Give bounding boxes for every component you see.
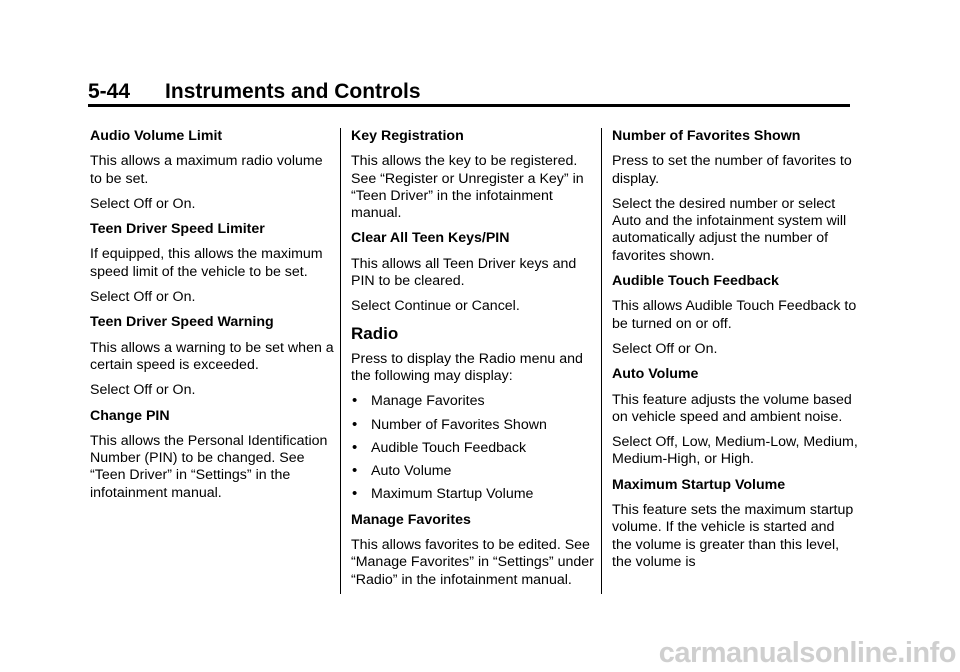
subheading: Audio Volume Limit [90,128,223,144]
subheading: Number of Favorites Shown [612,128,801,144]
watermark: carmanualsonline.info [658,637,956,669]
list-item [351,417,597,434]
list-item-text: Manage Favorites [371,393,485,410]
subheading: Auto Volume [612,366,699,383]
bullet-icon: • [352,415,358,433]
bullet-icon: • [352,392,358,410]
paragraph: This allows the Personal Identification Number (PIN) to be changed. See “Teen Driver” in “Settings” in the infotainment manual. [90,432,328,501]
column-2 [351,128,597,597]
paragraph: Select Off, Low, Medium-Low, Medium, Medium-High, or High. [612,434,858,468]
bullet-icon: • [352,462,358,480]
list-item-text: Auto Volume [371,463,452,480]
list-item [351,486,597,503]
paragraph: Press to display the Radio menu and the following may display: [351,350,583,384]
bullet-icon: • [352,438,358,456]
column-divider [601,128,602,594]
list-item-text: Maximum Startup Volume [371,486,534,503]
column-divider [340,128,341,594]
paragraph: This allows a maximum radio volume to be set. [90,153,323,187]
subheading: Key Registration [351,128,464,144]
paragraph: Select Off or On. [612,340,718,357]
subheading: Manage Favorites [351,511,471,528]
subheading: Change PIN [90,407,170,424]
bullet-icon: • [352,485,358,503]
paragraph: This allows all Teen Driver keys and PIN to be cleared. [351,255,577,290]
page-title: 5-44 Instruments and Controls [88,80,421,103]
list-item [351,393,597,410]
column-3 [612,128,858,579]
header-rule [88,104,850,107]
subheading: Maximum Startup Volume [612,476,786,493]
subheading: Clear All Teen Keys/PIN [351,230,510,247]
subheading: Teen Driver Speed Limiter [90,221,265,238]
paragraph: Press to set the number of favorites to display. [612,153,852,187]
list-item [351,440,597,457]
page-header [88,80,850,110]
paragraph: This allows Audible Touch Feedback to be turned on or off. [612,298,857,332]
column-1 [90,128,336,510]
section-heading: Radio [351,323,399,343]
paragraph: This allows the key to be registered. See “Register or Unregister a Key” in “Teen Driver” in the infotainment manual. [351,153,584,222]
list-item-text: Audible Touch Feedback [371,439,527,456]
subheading: Teen Driver Speed Warning [90,314,274,331]
paragraph: Select Off or On. [90,195,196,212]
paragraph: This feature sets the maximum startup volume. If the vehicle is started and the volume is greater than this level, the volume is [612,502,854,570]
list-item-text: Number of Favorites Shown [371,416,547,433]
bullet-list [351,393,597,503]
paragraph: This allows a warning to be set when a certain speed is exceeded. [90,339,334,373]
subheading: Audible Touch Feedback [612,273,779,290]
paragraph: If equipped, this allows the maximum speed limit of the vehicle to be set. [90,246,323,280]
paragraph: Select Off or On. [90,289,196,306]
list-item [351,463,597,480]
paragraph: This allows favorites to be edited. See “Manage Favorites” in “Settings” under “Radio” in the infotainment manual. [351,537,594,588]
paragraph: Select Continue or Cancel. [351,298,520,315]
paragraph: This feature adjusts the volume based on vehicle speed and ambient noise. [612,391,852,425]
paragraph: Select Off or On. [90,382,196,399]
paragraph: Select the desired number or select Auto and the infotainment system will automatically adjust the number of favorites shown. [612,195,847,264]
